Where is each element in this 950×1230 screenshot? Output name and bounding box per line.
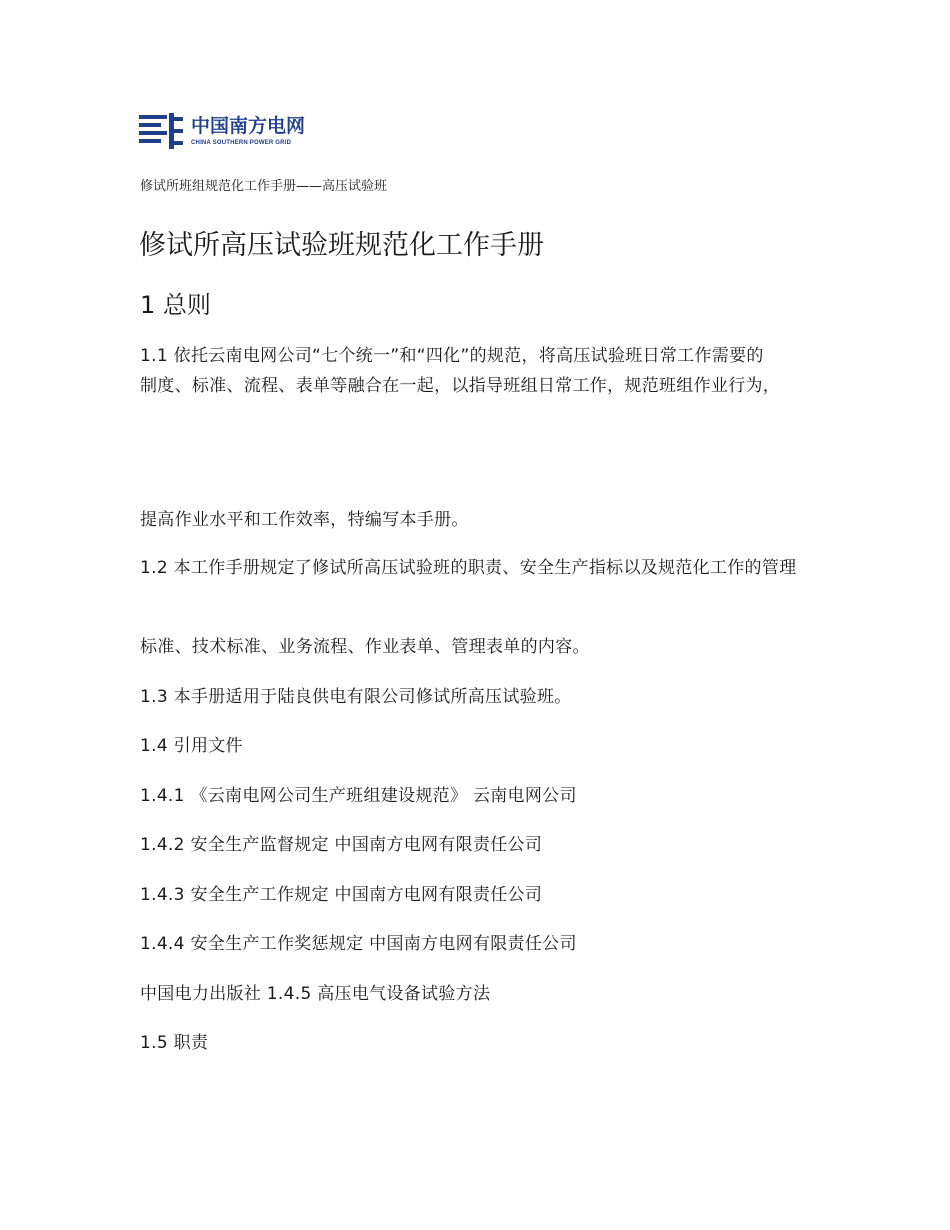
- paragraph: 制度、标准、流程、表单等融合在一起，以指导班组日常工作，规范班组作业行为，: [140, 376, 781, 396]
- paragraph: 1.3 本手册适用于陆良供电有限公司修试所高压试验班。: [140, 687, 572, 707]
- paragraph: 1.4.3 安全生产工作规定 中国南方电网有限责任公司: [140, 885, 543, 905]
- logo-name-cn: 中国南方电网: [191, 114, 306, 137]
- paragraph: 1.4 引用文件: [140, 736, 243, 756]
- company-logo: [139, 110, 339, 152]
- paragraph: 1.5 职责: [140, 1033, 209, 1053]
- power-grid-logo-icon: [139, 111, 185, 151]
- paragraph: 提高作业水平和工作效率，特编写本手册。: [140, 510, 469, 530]
- paragraph: 1.4.1 《云南电网公司生产班组建设规范》 云南电网公司: [140, 786, 577, 806]
- paragraph: 1.4.4 安全生产工作奖惩规定 中国南方电网有限责任公司: [140, 934, 577, 954]
- paragraph: 中国电力出版社 1.4.5 高压电气设备试验方法: [140, 984, 491, 1004]
- section-heading: 1 总则: [140, 291, 211, 319]
- document-title: 修试所高压试验班规范化工作手册: [139, 230, 544, 261]
- logo-name-en: CHINA SOUTHERN POWER GRID: [191, 139, 292, 146]
- paragraph: 1.2 本工作手册规定了修试所高压试验班的职责、安全生产指标以及规范化工作的管理: [140, 558, 797, 578]
- paragraph: 1.4.2 安全生产监督规定 中国南方电网有限责任公司: [140, 835, 543, 855]
- paragraph: 标准、技术标准、业务流程、作业表单、管理表单的内容。: [140, 637, 590, 657]
- paragraph: 1.1 依托云南电网公司“七个统一”和“四化”的规范，将高压试验班日常工作需要的: [140, 346, 764, 366]
- running-header: 修试所班组规范化工作手册——高压试验班: [140, 179, 388, 194]
